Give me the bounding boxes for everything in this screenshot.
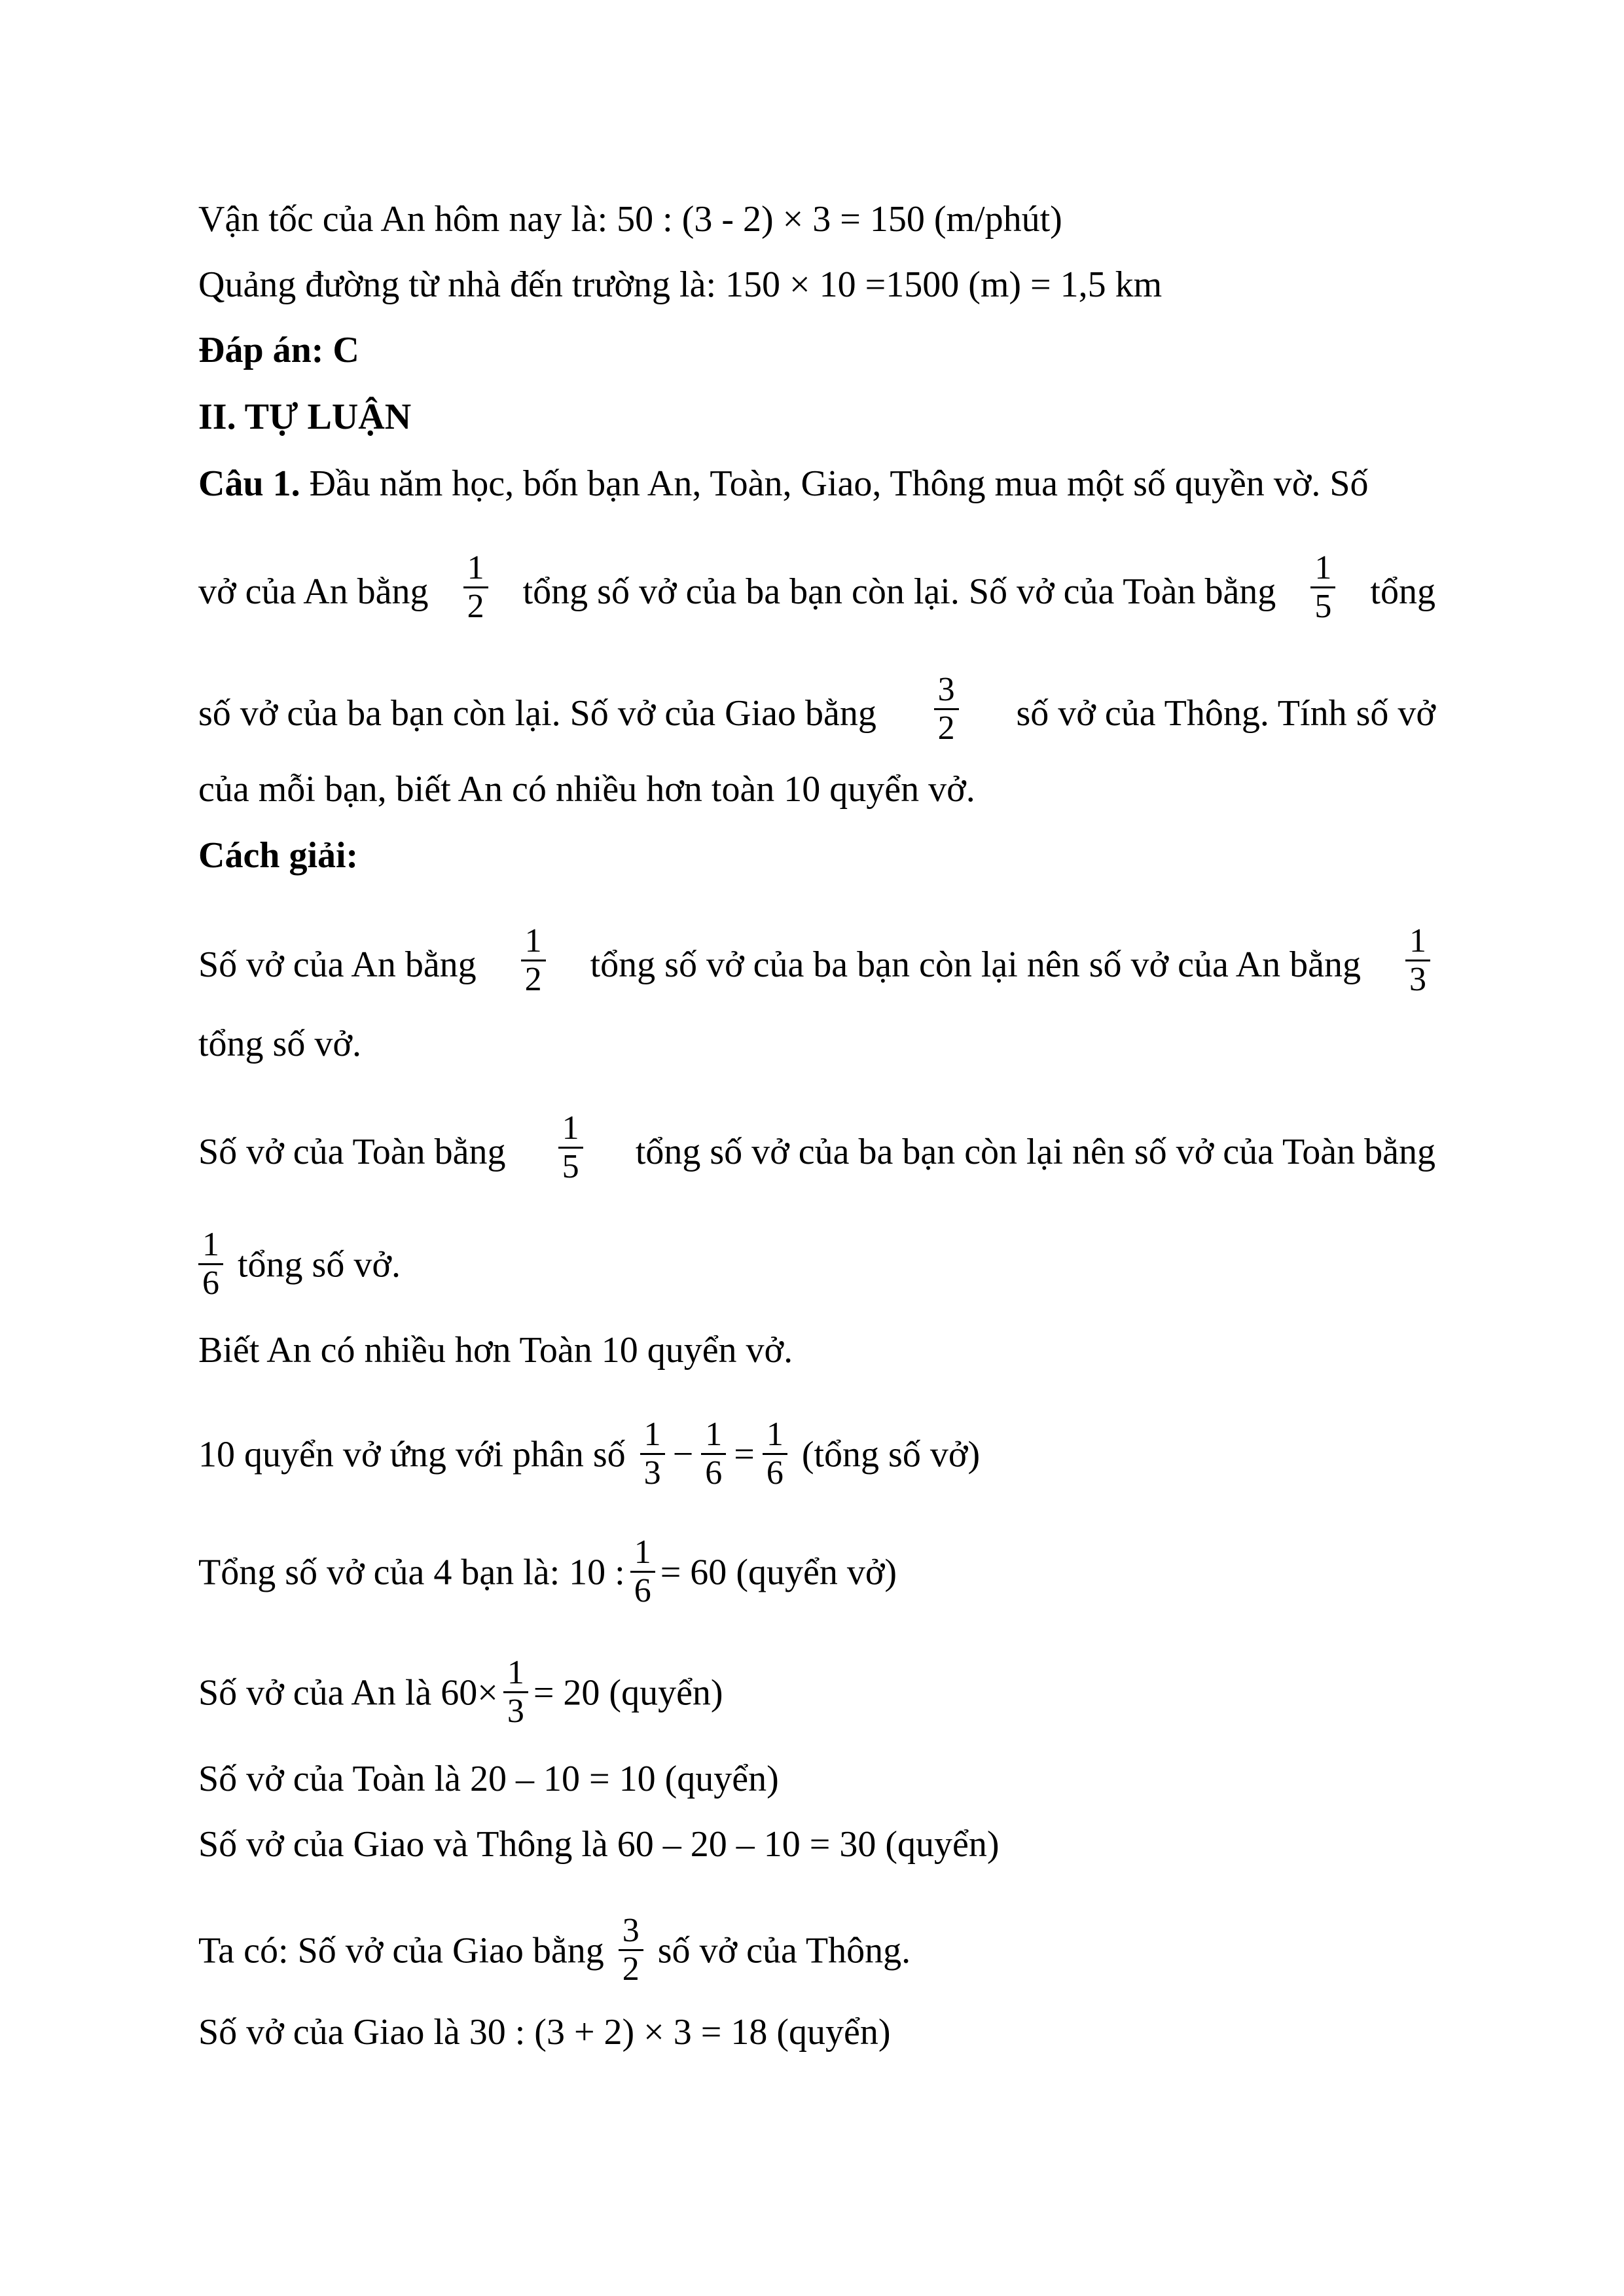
solution-label: Cách giải:: [198, 835, 359, 876]
question-line-4: của mỗi bạn, biết An có nhiều hơn toàn 10 quyển vở.: [198, 769, 975, 810]
solution-line-7: Số vở của Toàn là 20 – 10 = 10 (quyển): [198, 1759, 779, 1799]
fraction: $\frac{1}{5}$: [1310, 550, 1335, 625]
solution-line-4: 10 quyển vở ứng với phân số $\frac{1}{3}$ − $\frac{1}{6}$ = $\frac{1}{6}$ (tổng số vở): [198, 1416, 981, 1492]
section-heading: II. TỰ LUẬN: [198, 397, 412, 437]
fraction: $\frac{1}{6}$: [763, 1416, 787, 1492]
question-label: Câu 1.: [198, 463, 300, 504]
solution-line-1b: tổng số vở.: [198, 1024, 361, 1064]
solution-line-2b: $\frac{1}{6}$ tổng số vở.: [198, 1230, 1435, 1306]
fraction: $\frac{1}{6}$: [630, 1534, 655, 1609]
fraction: $\frac{3}{2}$: [619, 1912, 643, 1988]
fraction: $\frac{1}{6}$: [198, 1227, 223, 1302]
text-line-velocity: Vận tốc của An hôm nay là: 50 : (3 - 2) × 3 = 150 (m/phút): [198, 199, 1062, 240]
answer-line: Đáp án: C: [198, 330, 359, 370]
solution-line-6: Số vở của An là 60× $\frac{1}{3}$ = 20 (quyển): [198, 1654, 723, 1730]
question-line-1: Câu 1. Đầu năm học, bốn bạn An, Toàn, Giao, Thông mua một số quyền vờ. Số: [198, 463, 1369, 504]
fraction: $\frac{1}{3}$: [503, 1655, 528, 1730]
fraction: $\frac{1}{3}$: [640, 1416, 665, 1492]
fraction: $\frac{1}{2}$: [463, 550, 488, 625]
fraction: $\frac{3}{2}$: [934, 672, 959, 747]
solution-line-3: Biết An có nhiều hơn Toàn 10 quyển vở.: [198, 1330, 793, 1371]
solution-line-5: Tổng số vở của 4 bạn là: 10 : $\frac{1}{6}$ = 60 (quyển vở): [198, 1534, 897, 1609]
fraction: $\frac{1}{5}$: [558, 1110, 583, 1185]
solution-line-9: Ta có: Số vở của Giao bằng $\frac{3}{2}$ số vở của Thông.: [198, 1912, 911, 1988]
fraction: $\frac{1}{2}$: [521, 923, 546, 998]
question-line-2: vở của An bằng $\frac{1}{2}$ tổng số vở của ba bạn còn lại. Số vở của Toàn bằng $\frac{1}{5}$ tổng: [198, 549, 1435, 625]
fraction: $\frac{1}{3}$: [1405, 923, 1430, 998]
text-line-distance: Quảng đường từ nhà đến trường là: 150 × 10 =1500 (m) = 1,5 km: [198, 264, 1163, 305]
solution-line-10: Số vở của Giao là 30 : (3 + 2) × 3 = 18 (quyển): [198, 2012, 891, 2053]
solution-line-8: Số vở của Giao và Thông là 60 – 20 – 10 = 30 (quyển): [198, 1824, 1000, 1865]
solution-line-1: Số vở của An bằng $\frac{1}{2}$ tổng số vở của ba bạn còn lại nên số vở của An bằng $\frac{1}{3}$: [198, 927, 1435, 1002]
solution-line-2: Số vở của Toàn bằng $\frac{1}{5}$ tổng số vở của ba bạn còn lại nên số vở của Toàn bằng: [198, 1109, 1435, 1185]
question-line-3: số vở của ba bạn còn lại. Số vở của Giao bằng $\frac{3}{2}$ số vở của Thông. Tính số vở: [198, 671, 1435, 747]
fraction: $\frac{1}{6}$: [701, 1416, 726, 1492]
